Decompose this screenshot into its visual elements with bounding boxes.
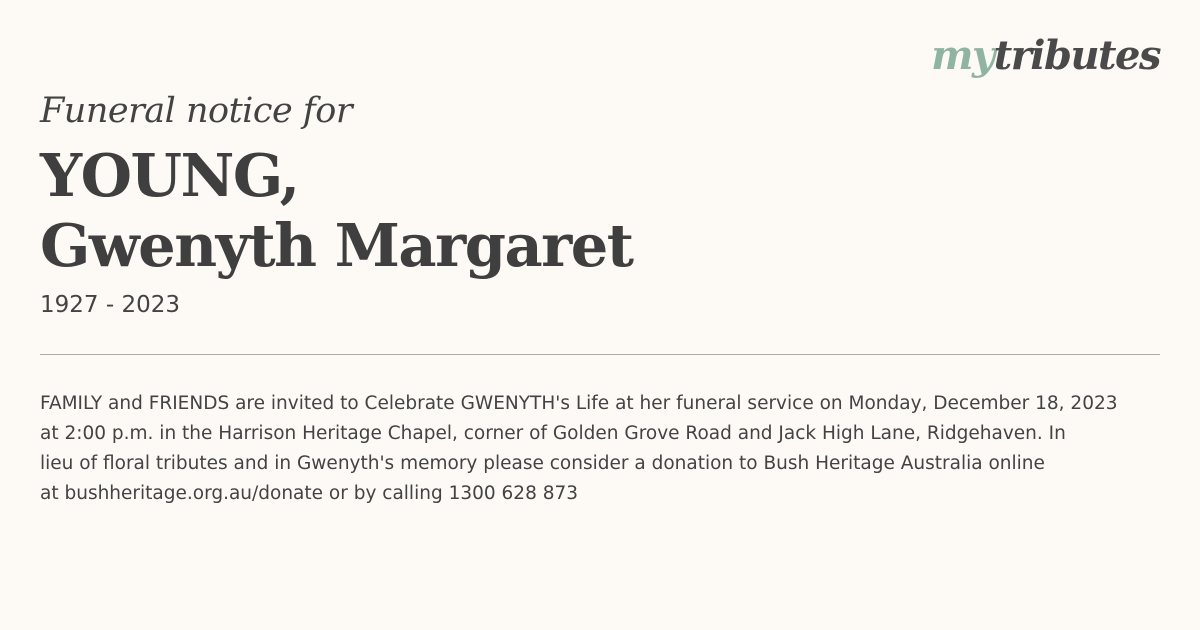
notice-body-line: FAMILY and FRIENDS are invited to Celebrate GWENYTH's Life at her funeral service on Monday, December 18, 2023 xyxy=(40,393,1118,414)
notice-heading: Funeral notice for xyxy=(40,91,353,131)
notice-body-line: at bushheritage.org.au/donate or by calling 1300 628 873 xyxy=(40,483,579,504)
deceased-given-names: Gwenyth Margaret xyxy=(40,211,633,280)
life-years: 1927 - 2023 xyxy=(40,292,180,318)
logo-part-my: my xyxy=(931,32,994,79)
notice-body-line: lieu of floral tributes and in Gwenyth's memory please consider a donation to Bush Heritage Australia online xyxy=(40,453,1045,474)
deceased-surname: YOUNG, xyxy=(40,141,299,210)
notice-body-line: at 2:00 p.m. in the Harrison Heritage Chapel, corner of Golden Grove Road and Jack High Lane, Ridgehaven. In xyxy=(40,423,1066,444)
section-divider xyxy=(40,354,1160,355)
logo-part-tributes: tributes xyxy=(993,32,1160,79)
notice-body xyxy=(40,389,1164,509)
mytributes-logo[interactable] xyxy=(931,32,1160,79)
